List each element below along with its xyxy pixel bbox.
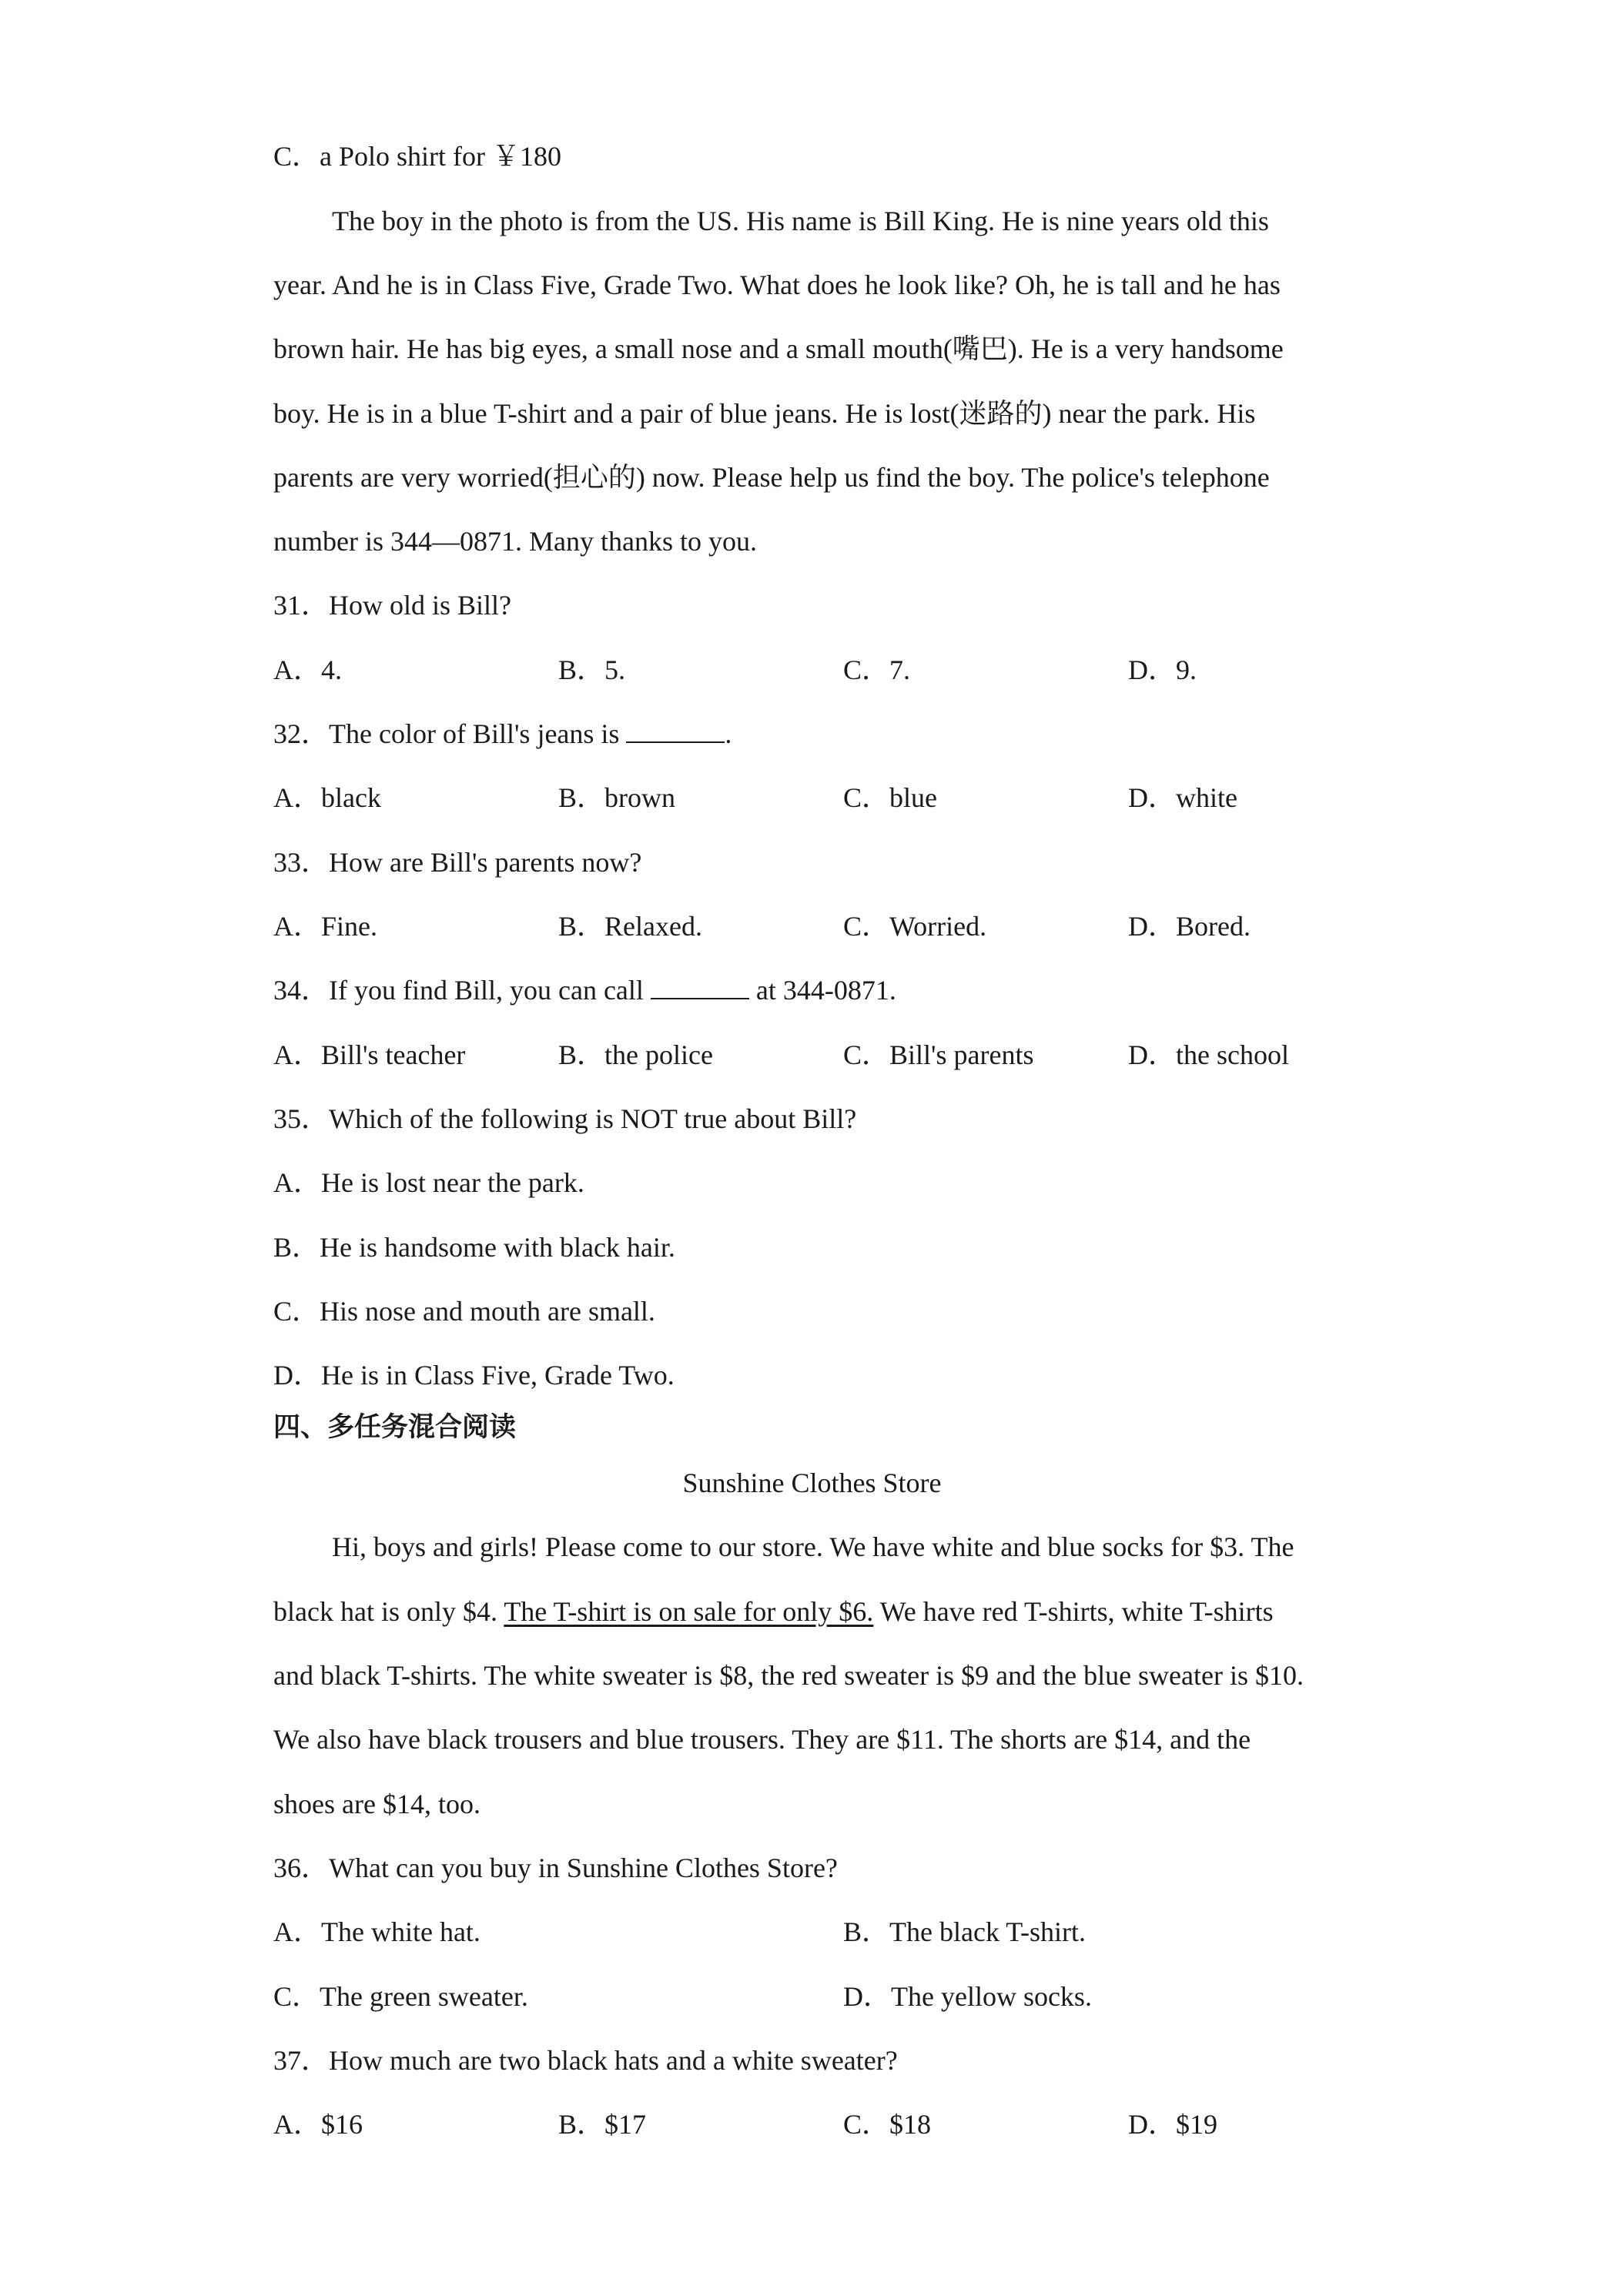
option-b: B．He is handsome with black hair. [273, 1232, 675, 1263]
option-a: A．Bill's teacher [273, 1039, 466, 1070]
question-stem-text: 32．The color of Bill's jeans is [273, 718, 627, 749]
question-stem: 37．How much are two black hats and a white sweater? [273, 2045, 898, 2076]
underlined-sentence: The T-shirt is on sale for only $6. [504, 1596, 874, 1627]
question-stem-end: at 344-0871. [748, 975, 896, 1006]
question-stem: 36．What can you buy in Sunshine Clothes Store? [273, 1853, 838, 1883]
passage-line: We also have black trousers and blue trousers. They are $11. The shorts are $14, and the [273, 1724, 1251, 1755]
question-stem: 35．Which of the following is NOT true about Bill? [273, 1103, 857, 1134]
option-c: C．His nose and mouth are small. [273, 1296, 655, 1327]
passage-line: shoes are $14, too. [273, 1789, 481, 1819]
option-b: B．brown [558, 782, 675, 813]
option-a: A．He is lost near the park. [273, 1167, 584, 1198]
option-d: D．He is in Class Five, Grade Two. [273, 1360, 675, 1391]
option-b: B．5. [558, 654, 626, 685]
passage-line: brown hair. He has big eyes, a small nose and a small mouth(嘴巴). He is a very handsome [273, 333, 1284, 364]
passage-title: Sunshine Clothes Store [682, 1468, 942, 1498]
section-heading: 四、多任务混合阅读 [273, 1412, 517, 1443]
option-c: C．$18 [843, 2109, 932, 2140]
option-b: B．Relaxed. [558, 911, 702, 942]
question-stem-text: 34．If you find Bill, you can call [273, 975, 651, 1006]
passage-text: black hat is only $4. [273, 1596, 504, 1627]
option-c: C．7. [843, 654, 911, 685]
option-d: D．the school [1128, 1039, 1289, 1070]
option-c: C．blue [843, 782, 937, 813]
passage-line: The boy in the photo is from the US. His name is Bill King. He is nine years old this [332, 206, 1269, 236]
prev-option-c: C．a Polo shirt for ￥180 [273, 141, 561, 172]
question-stem: 31．How old is Bill? [273, 590, 512, 621]
passage-line: Hi, boys and girls! Please come to our store. We have white and blue socks for $3. The [332, 1531, 1294, 1562]
option-d: D．The yellow socks. [843, 1981, 1092, 2012]
option-c: C．The green sweater. [273, 1981, 528, 2012]
option-c: C．Bill's parents [843, 1039, 1034, 1070]
option-c: C．Worried. [843, 911, 987, 942]
option-a: A．4. [273, 654, 342, 685]
question-stem [273, 717, 732, 751]
passage-line: year. And he is in Class Five, Grade Two. What does he look like? Oh, he is tall and he has [273, 269, 1281, 300]
question-stem: 33．How are Bill's parents now? [273, 847, 642, 878]
passage-line: and black T-shirts. The white sweater is $8, the red sweater is $9 and the blue sweater is $10. [273, 1660, 1304, 1691]
option-a: A．black [273, 782, 381, 813]
option-a: A．$16 [273, 2109, 363, 2140]
option-d: D．9. [1128, 654, 1197, 685]
answer-blank [651, 975, 749, 999]
passage-line: parents are very worried(担心的) now. Please help us find the boy. The police's telephone [273, 462, 1270, 493]
option-b: B．the police [558, 1039, 713, 1070]
option-b: B．$17 [558, 2109, 647, 2140]
answer-blank [626, 718, 725, 743]
question-stem-end: . [725, 718, 732, 749]
option-b: B．The black T-shirt. [843, 1916, 1086, 1947]
passage-line: boy. He is in a blue T-shirt and a pair of blue jeans. He is lost(迷路的) near the park. His [273, 398, 1256, 429]
option-d: D．white [1128, 782, 1237, 813]
option-d: D．$19 [1128, 2109, 1217, 2140]
option-a: A．The white hat. [273, 1916, 481, 1947]
option-d: D．Bored. [1128, 911, 1251, 942]
passage-line [273, 1595, 1274, 1628]
passage-text: We have red T-shirts, white T-shirts [873, 1596, 1274, 1627]
option-a: A．Fine. [273, 911, 378, 942]
passage-line: number is 344—0871. Many thanks to you. [273, 526, 757, 557]
question-stem [273, 973, 896, 1007]
